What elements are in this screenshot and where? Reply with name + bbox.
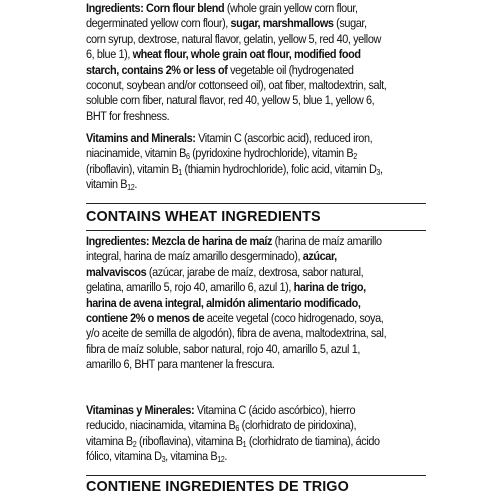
vitamin-text: (riboflavina), vitamina B <box>136 433 243 448</box>
subscript: 12 <box>217 455 225 465</box>
subscript: 2 <box>353 152 357 162</box>
allergen-statement-spanish: CONTIENE INGREDIENTES DE TRIGO <box>86 478 349 495</box>
subscript: 6 <box>185 152 190 162</box>
subscript: 3 <box>376 167 381 177</box>
vitamin-text: , vitamina B <box>165 449 218 464</box>
divider <box>86 203 426 204</box>
vitamin-text: . <box>224 449 228 464</box>
divider <box>86 475 426 476</box>
vitamin-text: Vitamin C (ascorbic acid), reduced iron, niacinamide, vitamin B <box>86 131 373 161</box>
vitamin-text: (clorhidrato de piridoxina), vitamina B <box>86 418 357 448</box>
ingredient-text: (azúcar, jarabe de maíz, dextrosa, sabor natural, gelatina, amarillo 5, rojo 40, amarillo 6, azul 1), <box>86 264 364 295</box>
ingredient-text: (sugar, corn syrup, dextrose, natural flavor, gelatin, yellow 5, red 40, yellow 6, blue 1), <box>86 16 381 62</box>
divider <box>86 230 426 231</box>
vitamin-text: . <box>134 177 137 192</box>
subscript: 1 <box>242 439 247 449</box>
ingredient-bold-text: sugar, marshmallows <box>230 16 334 31</box>
vitamin-text: Vitamina C (ácido ascórbico), hierro reducido, niacinamida, vitamina B <box>86 403 356 433</box>
subscript: 2 <box>132 439 137 449</box>
ingredient-bold-text: Mezcla de harina de maíz <box>149 234 273 248</box>
ingredients-spanish <box>86 234 388 373</box>
vitamin-text: (pyridoxine hydrochloride), vitamin B <box>189 146 354 161</box>
subscript: 12 <box>127 183 135 193</box>
vitamins-heading: Vitamins and Minerals: <box>86 131 196 145</box>
ingredient-text: (whole grain yellow corn flour, degerminated yellow corn flour), <box>86 1 358 31</box>
ingredient-text: aceite vegetal (coco hidrogenado, soya, y/o aceite de semilla de algodón), fibra de avena, maltodextrina, sal, fibra de maíz soluble, sabor natural, rojo 40, amarillo 5, azul 1, amarillo 6, BHT para mantener la frescura. <box>86 311 387 372</box>
vitamins-spanish <box>86 403 388 465</box>
ingredient-text: (harina de maíz amarillo integral, harina de maíz amarillo desgerminado), <box>86 234 382 264</box>
ingredient-bold-text: azúcar, malvaviscos <box>86 249 337 279</box>
vitamin-text: , vitamin B <box>86 161 383 192</box>
subscript: 1 <box>178 167 182 177</box>
ingredients-heading: Ingredients: <box>86 1 144 15</box>
ingredient-bold-text: Corn flour blend <box>143 1 225 15</box>
ingredients-heading: Ingredientes: <box>86 234 150 248</box>
vitamins-heading: Vitaminas y Minerales: <box>86 403 195 417</box>
allergen-statement-english: CONTAINS WHEAT INGREDIENTS <box>86 208 321 225</box>
ingredients-english <box>86 1 388 124</box>
ingredient-bold-text: harina de trigo, harina de avena integral, almidón alimentario modificado, contiene 2% o menos de <box>86 280 366 326</box>
ingredient-bold-text: wheat flour, whole grain oat flour, modified food starch, contains 2% or less of <box>86 47 361 77</box>
vitamin-text: (thiamin hydrochloride), folic acid, vitamin D <box>181 161 377 176</box>
ingredient-text: vegetable oil (hydrogenated coconut, soybean and/or cottonseed oil), oat fiber, maltodextrin, salt, soluble corn fiber, natural flavor, red 40, yellow 5, blue 1, yellow 6, BHT for freshness. <box>86 62 387 123</box>
subscript: 6 <box>235 424 239 434</box>
vitamin-text: (clorhidrato de tiamina), ácido fólico, vitamina D <box>86 433 380 464</box>
vitamins-english <box>86 131 388 193</box>
vitamin-text: (riboflavin), vitamin B <box>86 161 179 176</box>
subscript: 3 <box>161 455 166 465</box>
